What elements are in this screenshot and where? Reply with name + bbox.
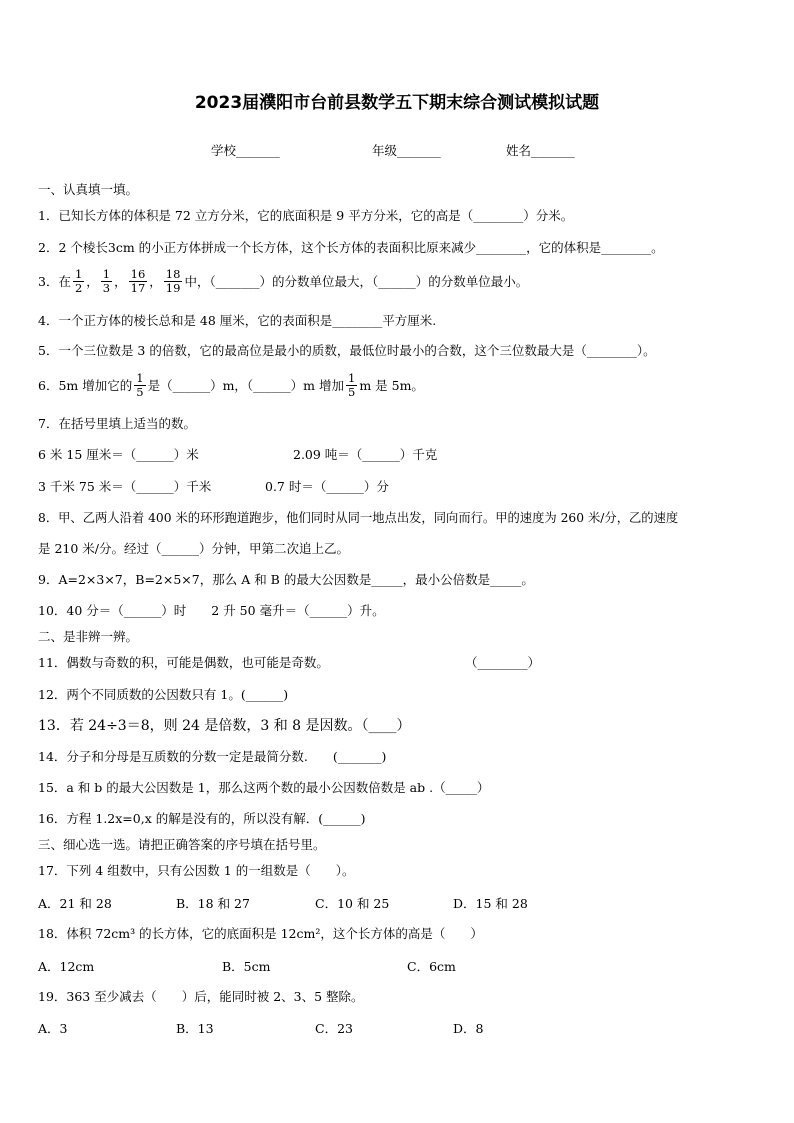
q17-option-a: A．21 和 28: [38, 896, 112, 911]
question-3: 3．在 $\frac{1}{2}$ ， $\frac{1}{3}$ ， $\frac{16}{17}$ ， $\frac{18}{19}$ 中，（_______）的分数单位最大，（______）的分数单位最小。: [38, 267, 529, 295]
question-10: 10．40 分＝（______）时 2 升 50 毫升＝（______）升。: [38, 603, 385, 618]
q18-option-b: B．5cm: [222, 959, 271, 974]
fraction-16-17: $\frac{16}{17}$: [130, 267, 146, 295]
fraction-1-2: $\frac{1}{2}$: [74, 267, 83, 295]
q3-prefix: 3．在: [38, 273, 71, 289]
question-17: 17．下列 4 组数中，只有公因数 1 的一组数是（ ）。: [38, 863, 355, 878]
question-16: 16．方程 1.2x=0,x 的解是没有的，所以没有解．(______): [38, 811, 366, 826]
section-2-heading: 二、是非辨一辨。: [38, 629, 139, 644]
section-1-heading: 一、认真填一填。: [38, 182, 139, 197]
q3-suffix: 中，（_______）的分数单位最大，（______）的分数单位最小。: [184, 273, 529, 289]
q7-row1-a: 6 米 15 厘米＝（______）米: [38, 447, 199, 462]
q6-part-b: 是（______）m，（______）m 增加: [147, 377, 344, 393]
q6-part-a: 6．5m 增加它的: [38, 377, 133, 393]
q17-option-d: D．15 和 28: [453, 896, 528, 911]
q19-option-d: D．8: [453, 1021, 484, 1036]
q17-option-c: C．10 和 25: [315, 896, 390, 911]
q18-option-a: A．12cm: [38, 959, 95, 974]
question-14: 14．分子和分母是互质数的分数一定是最简分数. (_______): [38, 749, 387, 764]
question-4: 4．一个正方体的棱长总和是 48 厘米，它的表面积是________平方厘米.: [38, 313, 437, 328]
question-2: 2．2 个棱长3cm 的小正方体拼成一个长方体，这个长方体的表面积比原来减少________，它的体积是________。: [38, 240, 664, 255]
fraction-1-3: $\frac{1}{3}$: [102, 267, 111, 295]
question-12: 12．两个不同质数的公因数只有 1。(______): [38, 687, 289, 702]
q17-option-b: B．18 和 27: [176, 896, 250, 911]
question-6: [38, 372, 424, 399]
question-18: 18．体积 72cm³ 的长方体，它的底面积是 12cm²，这个长方体的高是（ ）: [38, 926, 483, 941]
question-11-blank: （________）: [465, 655, 541, 670]
page-title: 2023届濮阳市台前县数学五下期末综合测试模拟试题: [194, 93, 600, 113]
fraction-18-19: $\frac{18}{19}$: [165, 267, 181, 295]
q6-part-c: m 是 5m。: [359, 377, 424, 393]
q7-row2-b: 0.7 时＝（______）分: [265, 479, 389, 494]
question-19: 19．363 至少减去（ ）后，能同时被 2、3、5 整除。: [38, 989, 364, 1004]
question-13: 13．若 24÷3＝8，则 24 是倍数，3 和 8 是因数。（____）: [38, 718, 411, 734]
fraction-1-5-a: $\frac{1}{5}$: [136, 371, 144, 399]
question-15: 15．a 和 b 的最大公因数是 1，那么这两个数的最小公因数倍数是 ab .（_____）: [38, 780, 490, 795]
question-1: 1．已知长方体的体积是 72 立方分米，它的底面积是 9 平方分米，它的高是（________）分米。: [38, 208, 574, 223]
question-7: 7．在括号里填上适当的数。: [38, 416, 196, 431]
question-8-line-2: 是 210 米/分。经过（______）分钟，甲第二次追上乙。: [38, 541, 350, 556]
section-3-heading: 三、细心选一选。请把正确答案的序号填在括号里。: [38, 837, 326, 852]
question-8-line-1: 8．甲、乙两人沿着 400 米的环形跑道跑步，他们同时从同一地点出发，同向而行。甲的速度为 260 米/分，乙的速度: [38, 511, 679, 525]
question-11: 11．偶数与奇数的积，可能是偶数，也可能是奇数。: [38, 655, 329, 670]
q7-row1-b: 2.09 吨＝（______）千克: [293, 447, 438, 462]
grade-field: 年级_______: [372, 143, 441, 158]
name-field: 姓名_______: [506, 143, 575, 158]
q19-option-a: A．3: [38, 1021, 68, 1036]
question-5: 5．一个三位数是 3 的倍数，它的最高位是最小的质数，最低位时最小的合数，这个三位数最大是（________）。: [38, 343, 656, 358]
q19-option-b: B．13: [176, 1021, 214, 1036]
fraction-1-5-b: $\frac{1}{5}$: [348, 371, 356, 399]
q18-option-c: C．6cm: [407, 959, 456, 974]
q7-row2-a: 3 千米 75 米＝（______）千米: [38, 479, 212, 494]
question-9: 9．A=2×3×7，B=2×5×7，那么 A 和 B 的最大公因数是_____，最小公倍数是_____。: [38, 572, 534, 587]
school-field: 学校_______: [211, 143, 280, 158]
q19-option-c: C．23: [315, 1021, 353, 1036]
